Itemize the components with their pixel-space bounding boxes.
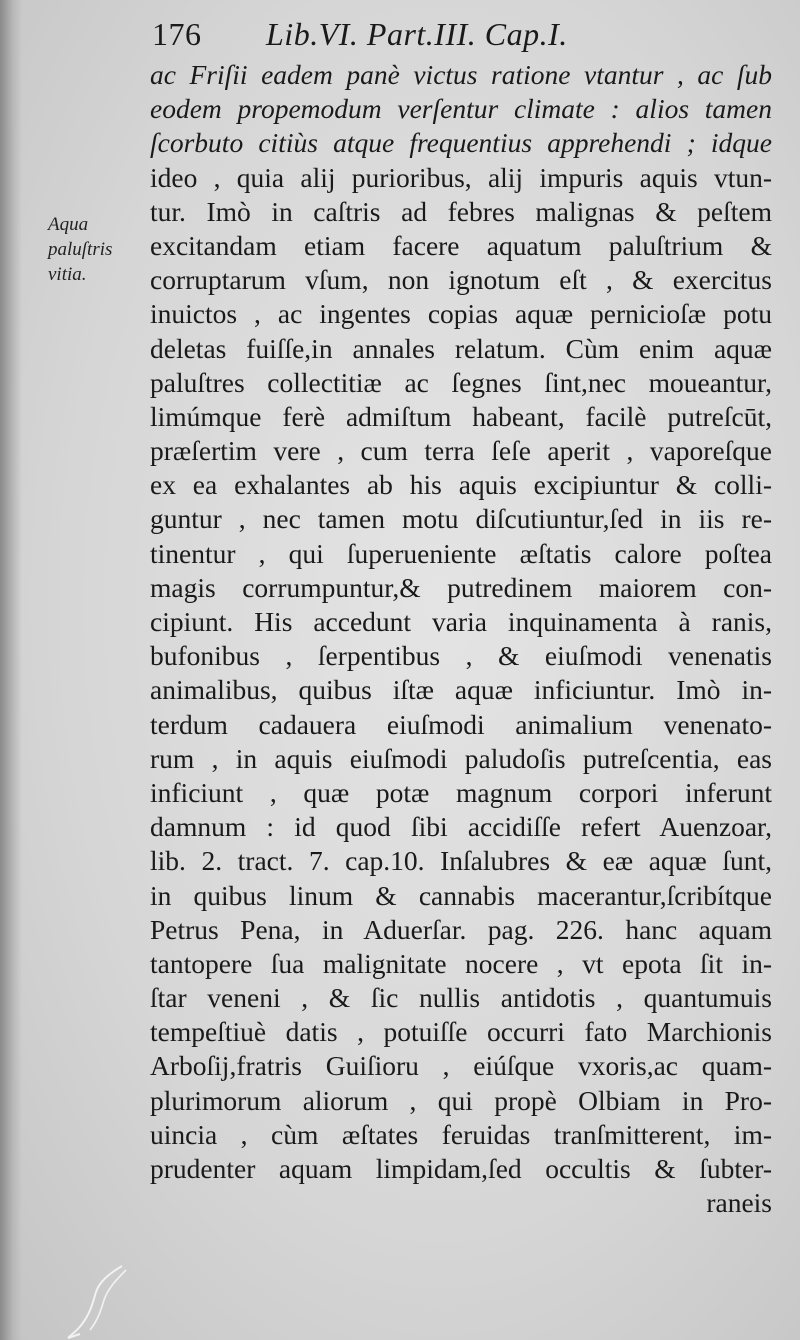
margin-note-line: paluſtris <box>48 239 113 260</box>
text-line: tinentur , qui ſuperueniente æſtatis calore poſtea <box>150 537 772 569</box>
text-line: animalibus, quibus iſtæ aquæ inficiuntur. Imò in- <box>150 674 772 706</box>
catchword: raneis <box>706 1187 772 1219</box>
text-line: corruptarum vſum, non ignotum eſt , & exercitus <box>150 264 772 296</box>
text-line: ac Friſii eadem panè victus ratione vtantur , ac ſub <box>150 59 772 90</box>
margin-sketch <box>60 1262 140 1340</box>
page-header <box>152 14 672 54</box>
margin-note-line: Aqua <box>48 214 89 235</box>
text-line: cipiunt. His accedunt varia inquinamenta à ranis, <box>150 606 772 637</box>
text-line: Petrus Pena, in Aduerſar. pag. 226. hanc aquam <box>150 913 772 945</box>
text-line: ſcorbuto citiùs atque frequentius apprehendi ; idque <box>150 127 772 159</box>
text-line: uincia , cùm æſtates feruidas tranſmitterent, im- <box>150 1118 772 1150</box>
text-line: paluſtres collectitiæ ac ſegnes ſint,nec moueantur, <box>150 366 772 398</box>
text-line: plurimorum aliorum , qui propè Olbiam in Pro- <box>150 1084 772 1116</box>
text-line: terdum cadauera eiuſmodi animalium venenato- <box>150 708 772 740</box>
text-line: prudenter aquam limpidam,ſed occultis & ſubter- <box>150 1153 772 1184</box>
text-line: præſertim vere , cum terra ſeſe aperit , vaporeſque <box>150 435 772 467</box>
margin-note <box>48 212 138 287</box>
text-line: ſtar veneni , & ſic nullis antidotis , quantumuis <box>150 982 772 1014</box>
text-line: limúmque ferè admiſtum habeant, facilè putreſcūt, <box>150 400 772 432</box>
text-line: excitandam etiam facere aquatum paluſtrium & <box>150 229 772 261</box>
margin-note-line: vitia. <box>48 264 87 285</box>
text-line: eodem propemodum verſentur climate : alios tamen <box>150 93 772 125</box>
text-line: ideo , quia alij purioribus, alij impuris aquis vtun- <box>150 161 772 193</box>
page-edge-shadow <box>0 0 22 1340</box>
body-text <box>150 58 772 1220</box>
text-line: damnum : id quod ſibi accidiſſe refert Auenzoar, <box>150 811 772 843</box>
text-line: bufonibus , ſerpentibus , & eiuſmodi venenatis <box>150 640 772 672</box>
text-line: tantopere ſua malignitate nocere , vt epota ſit in- <box>150 947 772 979</box>
text-line: tur. Imò in caſtris ad febres malignas & peſtem <box>150 195 772 227</box>
text-line: guntur , nec tamen motu diſcutiuntur,ſed in iis re- <box>150 503 772 535</box>
text-line: deletas fuiſſe,in annales relatum. Cùm enim aquæ <box>150 332 772 364</box>
text-line: rum , in aquis eiuſmodi paludoſis putreſcentia, eas <box>150 742 772 774</box>
text-line: inficiunt , quæ potæ magnum corpori inferunt <box>150 776 772 808</box>
page-number: 176 <box>152 16 202 52</box>
text-line: magis corrumpuntur,& putredinem maiorem con- <box>150 571 772 603</box>
running-head: Lib.VI. Part.III. Cap.I. <box>266 16 568 52</box>
text-line: inuictos , ac ingentes copias aquæ pernicioſæ potu <box>150 298 772 330</box>
text-line: lib. 2. tract. 7. cap.10. Inſalubres & eæ aquæ ſunt, <box>150 845 772 877</box>
text-line: Arboſij,fratris Guiſioru , eiúſque vxoris,ac quam- <box>150 1050 772 1082</box>
text-line: ex ea exhalantes ab his aquis excipiuntur & colli- <box>150 469 772 501</box>
text-line: tempeſtiuè datis , potuiſſe occurri fato Marchionis <box>150 1016 772 1048</box>
text-line: in quibus linum & cannabis macerantur,ſcribítque <box>150 879 772 911</box>
